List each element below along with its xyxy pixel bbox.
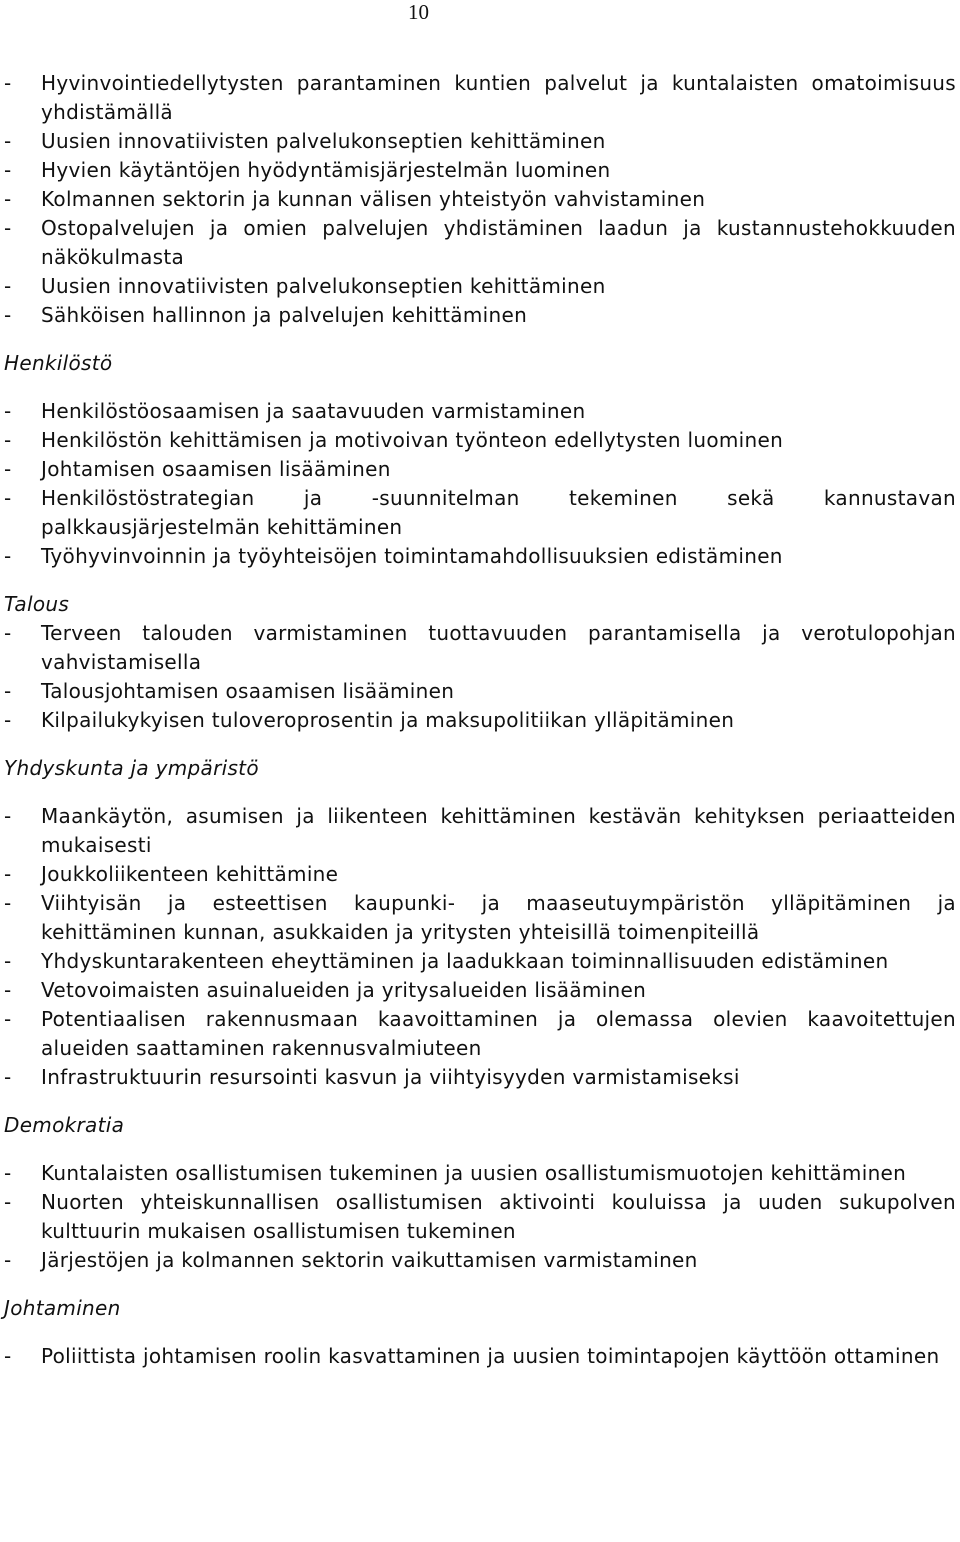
section-heading: Talous [4, 592, 70, 616]
list-item [4, 619, 956, 677]
dash-bullet: - [4, 949, 12, 973]
list-item-text: Sähköisen hallinnon ja palvelujen kehittäminen [41, 303, 528, 327]
list-item-text: Järjestöjen ja kolmannen sektorin vaikuttamisen varmistaminen [41, 1248, 698, 1272]
dash-bullet: - [4, 187, 12, 211]
list-item-text: Kuntalaisten osallistumisen tukeminen ja uusien osallistumismuotojen kehittäminen [41, 1161, 907, 1185]
list-item-text: Hyvien käytäntöjen hyödyntämisjärjestelmän luominen [41, 158, 611, 182]
list-item-text: Henkilöstön kehittämisen ja motivoivan työnteon edellytysten luominen [41, 428, 784, 452]
list-item [4, 426, 956, 455]
list-item-text: Yhdyskuntarakenteen eheyttäminen ja laadukkaan toiminnallisuuden edistäminen [41, 949, 889, 973]
dash-bullet: - [4, 1344, 12, 1368]
list-item-text: Infrastruktuurin resursointi kasvun ja viihtyisyyden varmistamiseksi [41, 1065, 740, 1089]
list-item-text: Kolmannen sektorin ja kunnan välisen yhteistyön vahvistaminen [41, 187, 706, 211]
list-item-text: Hyvinvointiedellytysten parantaminen kuntien palvelut ja kuntalaisten omatoimisuus yhdistämällä [41, 71, 956, 124]
dash-bullet: - [4, 303, 12, 327]
list-item [4, 677, 956, 706]
list-item [4, 1246, 956, 1275]
dash-bullet: - [4, 708, 12, 732]
dash-bullet: - [4, 486, 12, 510]
list-item [4, 127, 956, 156]
list-item [4, 860, 956, 889]
list-item [4, 484, 956, 542]
list-item [4, 1342, 956, 1371]
dash-bullet: - [4, 978, 12, 1002]
list-item-text: Talousjohtamisen osaamisen lisääminen [41, 679, 455, 703]
list-item [4, 397, 956, 426]
dash-bullet: - [4, 428, 12, 452]
dash-bullet: - [4, 679, 12, 703]
bullet-list [4, 397, 956, 571]
dash-bullet: - [4, 1190, 12, 1214]
dash-bullet: - [4, 399, 12, 423]
section-heading: Yhdyskunta ja ympäristö [4, 756, 259, 780]
list-item [4, 455, 956, 484]
list-item [4, 1005, 956, 1063]
list-item [4, 1063, 956, 1092]
list-item [4, 185, 956, 214]
section-heading: Henkilöstö [4, 351, 113, 375]
dash-bullet: - [4, 216, 12, 240]
list-item [4, 272, 956, 301]
bullet-list [4, 1159, 956, 1275]
dash-bullet: - [4, 891, 12, 915]
list-item-text: Viihtyisän ja esteettisen kaupunki- ja maaseutuympäristön ylläpitäminen ja kehittäminen kunnan, asukkaiden ja yritysten yhteisillä toimenpiteillä [41, 891, 956, 944]
list-item-text: Vetovoimaisten asuinalueiden ja yritysalueiden lisääminen [41, 978, 647, 1002]
dash-bullet: - [4, 544, 12, 568]
list-item [4, 976, 956, 1005]
list-item [4, 947, 956, 976]
bullet-list [4, 802, 956, 1092]
page-number: 10 [408, 0, 429, 24]
dash-bullet: - [4, 1065, 12, 1089]
list-item-text: Potentiaalisen rakennusmaan kaavoittaminen ja olemassa olevien kaavoitettujen alueiden saattaminen rakennusvalmiuteen [41, 1007, 956, 1060]
list-item-text: Terveen talouden varmistaminen tuottavuuden parantamisella ja verotulopohjan vahvistamisella [41, 621, 956, 674]
list-item [4, 802, 956, 860]
document-body [4, 69, 956, 1371]
list-item-text: Henkilöstöstrategian ja -suunnitelman tekeminen sekä kannustavan palkkausjärjestelmän kehittäminen [41, 486, 956, 539]
dash-bullet: - [4, 1248, 12, 1272]
bullet-list [4, 69, 956, 330]
dash-bullet: - [4, 158, 12, 182]
list-item-text: Johtamisen osaamisen lisääminen [41, 457, 391, 481]
dash-bullet: - [4, 129, 12, 153]
list-item-text: Nuorten yhteiskunnallisen osallistumisen aktivointi kouluissa ja uuden sukupolven kulttuurin mukaisen osallistumisen tukeminen [41, 1190, 956, 1243]
list-item-text: Uusien innovatiivisten palvelukonseptien kehittäminen [41, 274, 606, 298]
dash-bullet: - [4, 621, 12, 645]
list-item [4, 1188, 956, 1246]
section-heading: Demokratia [4, 1113, 125, 1137]
list-item-text: Työhyvinvoinnin ja työyhteisöjen toimintamahdollisuuksien edistäminen [41, 544, 783, 568]
bullet-list [4, 619, 956, 735]
list-item-text: Ostopalvelujen ja omien palvelujen yhdistäminen laadun ja kustannustehokkuuden näkökulmasta [41, 216, 956, 269]
list-item [4, 69, 956, 127]
dash-bullet: - [4, 1161, 12, 1185]
list-item-text: Maankäytön, asumisen ja liikenteen kehittäminen kestävän kehityksen periaatteiden mukaisesti [41, 804, 956, 857]
dash-bullet: - [4, 71, 12, 95]
list-item-text: Poliittista johtamisen roolin kasvattaminen ja uusien toimintapojen käyttöön ottaminen [41, 1344, 940, 1368]
list-item [4, 1159, 956, 1188]
bullet-list [4, 1342, 956, 1371]
dash-bullet: - [4, 274, 12, 298]
list-item [4, 214, 956, 272]
section-heading: Johtaminen [4, 1296, 121, 1320]
list-item-text: Uusien innovatiivisten palvelukonseptien kehittäminen [41, 129, 606, 153]
dash-bullet: - [4, 457, 12, 481]
list-item [4, 542, 956, 571]
list-item [4, 706, 956, 735]
list-item [4, 301, 956, 330]
list-item-text: Joukkoliikenteen kehittämine [41, 862, 339, 886]
dash-bullet: - [4, 1007, 12, 1031]
dash-bullet: - [4, 804, 12, 828]
list-item-text: Henkilöstöosaamisen ja saatavuuden varmistaminen [41, 399, 586, 423]
list-item-text: Kilpailukykyisen tuloveroprosentin ja maksupolitiikan ylläpitäminen [41, 708, 735, 732]
list-item [4, 889, 956, 947]
dash-bullet: - [4, 862, 12, 886]
list-item [4, 156, 956, 185]
